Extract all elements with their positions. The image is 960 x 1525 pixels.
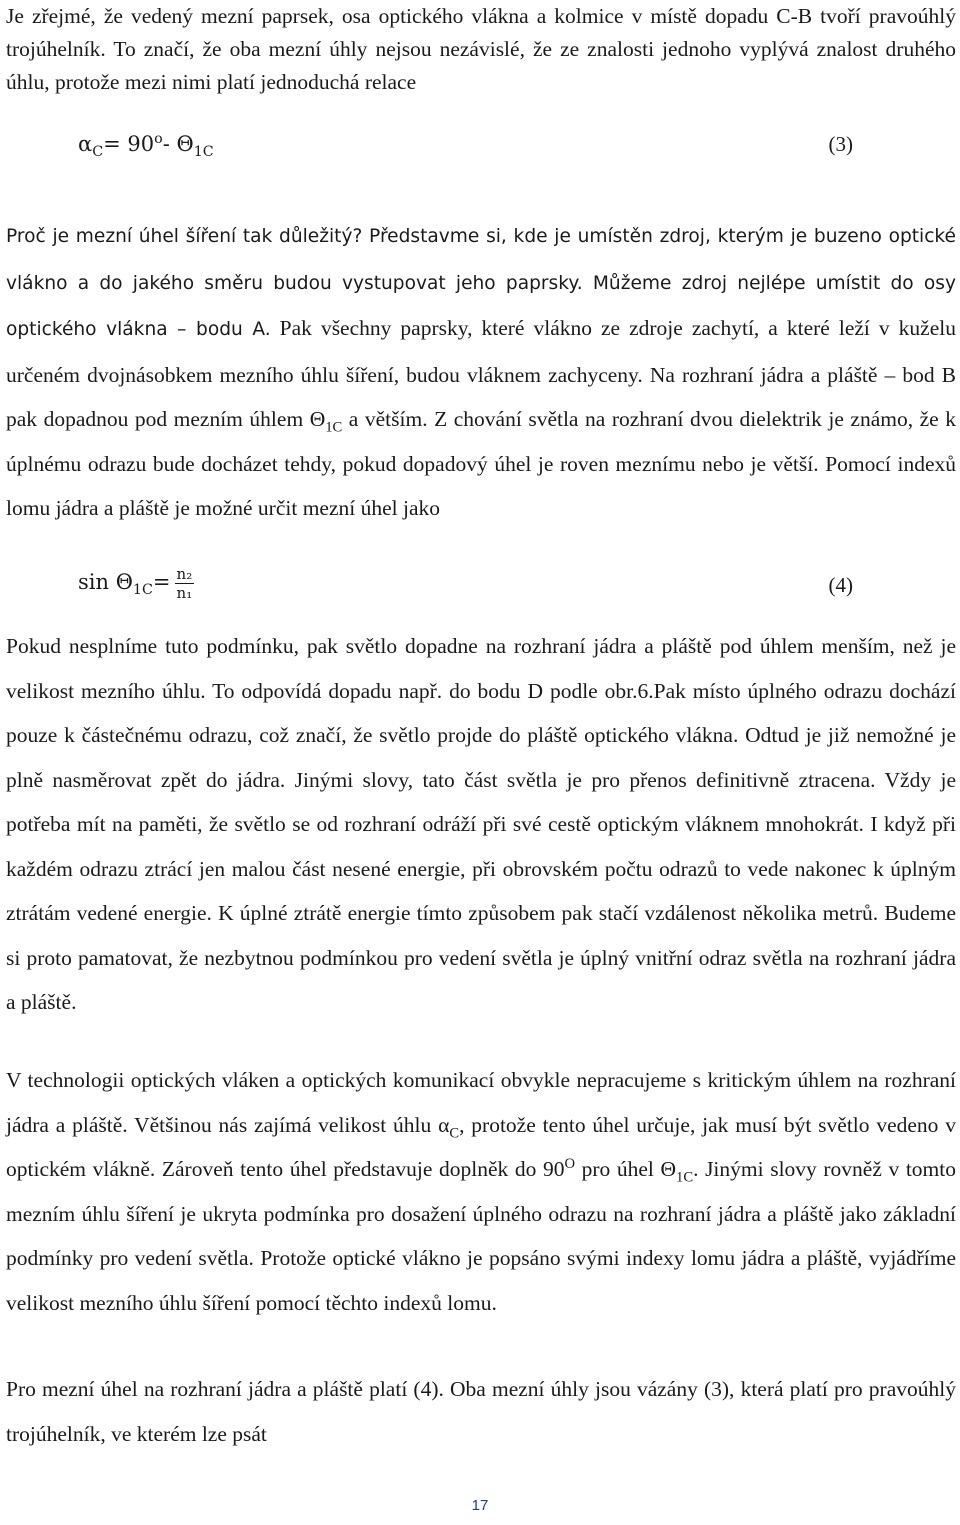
paragraph-technology-text-b: , protože tento úhel určuje, jak musí být světlo vedeno v optickém vlákně. Zároveň tento úhel představuje doplněk do 90 (6, 1112, 956, 1181)
equation-4-number: (4) (828, 573, 853, 597)
degree-superscript: o (154, 131, 163, 147)
paragraph-technology-text-c: pro úhel Θ (575, 1157, 677, 1181)
equation-3 (78, 132, 853, 168)
fraction-denominator: n₁ (176, 584, 193, 602)
paragraph-intro (6, 0, 956, 99)
paragraph-conclusion (6, 1367, 956, 1456)
alpha-subscript: C (92, 144, 104, 161)
paragraph-question-text-a: Představme si, kde je umístěn zdroj, kterým je buzeno optické vlákno a do jakého směru budou vystupovat jeho paprsky. (6, 226, 956, 294)
paragraph-partial-reflection (6, 624, 956, 1025)
paragraph-critical-angle (6, 213, 956, 531)
degree-o-superscript: O (564, 1155, 576, 1172)
paragraph-partial-reflection-text: Pokud nesplníme tuto podmínku, pak světlo dopadne na rozhraní jádra a pláště pod úhlem menším, než je velikost mezního úhlu. To odpovídá dopadu např. do bodu D podle obr.6.Pak místo úplného odrazu dochází pouze k částečnému odrazu, což značí, že světlo projde do pláště optického vlákna. Odtud je již nemožné je plně nasměrovat zpět do jádra. Jinými slovy, tato část světla je pro přenos definitivně ztracena. Vždy je potřeba mít na paměti, že světlo se od rozhraní odráží při své cestě optickým vláknem mnohokrát. I když při každém odrazu ztrácí jen malou část nesené energie, při obrovském počtu odrazů to vede nakonec k úplným ztrátám vedené energie. K úplné ztrátě energie tímto způsobem pak stačí vzdálenost několika metrů. Budeme si proto pamatovat, že nezbytnou podmínkou pro vedení světla je úplný vnitřní odraz světla na rozhraní jádra a pláště. (6, 634, 956, 1014)
paragraph-question-bold: Proč je mezní úhel šíření tak důležitý? (6, 226, 363, 247)
paragraph-conclusion-text: Pro mezní úhel na rozhraní jádra a pláště platí (4). Oba mezní úhly jsou vázány (3), která platí pro pravoúhlý trojúhelník, ve kterém lze psát (6, 1377, 956, 1446)
equation-3-number: (3) (828, 132, 853, 156)
equation-3-theta: - Θ (162, 132, 194, 156)
equation-4 (78, 565, 853, 625)
paragraph-question-text-d: a větším. Z chování světla na rozhraní dvou dielektrik je známo, že k úplnému odrazu bude docházet tehdy, pokud dopadový úhel je roven meznímu nebo je větší. Pomocí indexů lomu jádra a pláště je možné určit mezní úhel jako (6, 407, 956, 520)
theta-1c-subscript: 1C (325, 419, 343, 436)
alpha-symbol: α (78, 132, 93, 156)
alpha-c-subscript: C (449, 1124, 460, 1141)
paragraph-technology (6, 1058, 956, 1325)
equation-4-formula (78, 565, 194, 602)
sin-theta-subscript: 1C (132, 582, 153, 599)
paragraph-question-text-c: Pak všechny paprsky, které vlákno ze zdroje zachytí, a které leží v kuželu určeném dvojnásobkem mezního úhlu šíření, budou vláknem zachyceny. Na rozhraní jádra a pláště – bod B pak dopadnou pod mezním úhlem Θ (6, 316, 956, 431)
theta-subscript: 1C (193, 144, 214, 161)
paragraph-question-text-b: Můžeme zdroj nejlépe umístit do osy optického vlákna – bodu A. (6, 272, 956, 340)
equation-4-equals: = (152, 570, 171, 594)
fraction (175, 565, 195, 602)
paragraph-technology-text-a: V technologii optických vláken a optických komunikací obvykle nepracujeme s kritickým úhlem na rozhraní jádra a pláště. Většinou nás zajímá velikost úhlu α (6, 1068, 956, 1137)
sin-theta: sin Θ (78, 570, 133, 594)
page-number: 17 (471, 1497, 489, 1514)
paragraph-technology-text-d: . Jinými slovy rovněž v tomto mezním úhlu šíření je ukryta podmínka pro dosažení úplného odrazu na rozhraní jádra a pláště jako základní podmínky pro vedení světla. Protože optické vlákno je popsáno svými indexy lomu jádra a pláště, vyjádříme velikost mezního úhlu šíření pomocí těchto indexů lomu. (6, 1157, 956, 1315)
fraction-numerator: n₂ (176, 565, 193, 583)
equation-3-formula (78, 131, 214, 161)
equation-3-equals: = 90 (103, 132, 155, 156)
theta-1c-subscript-2: 1C (676, 1169, 694, 1186)
paragraph-intro-text: Je zřejmé, že vedený mezní paprsek, osa optického vlákna a kolmice v místě dopadu C-B tvoří pravoúhlý trojúhelník. To značí, že oba mezní úhly nejsou nezávislé, že ze znalosti jednoho vyplývá znalost druhého úhlu, protože mezi nimi platí jednoduchá relace (6, 4, 956, 94)
